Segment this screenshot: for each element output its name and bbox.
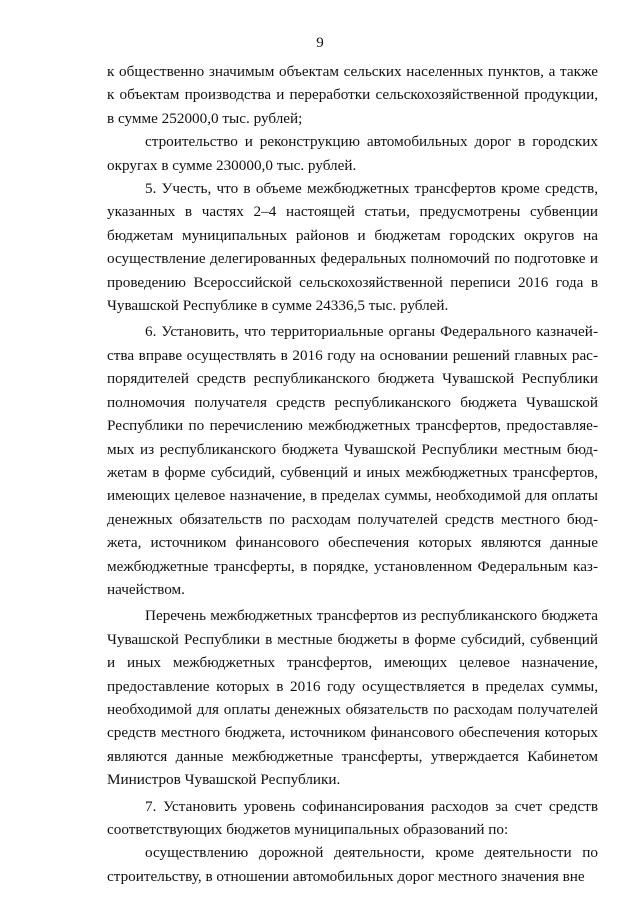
paragraph-road-activity: осуществлению дорожной деятельности, кроме деятельности по строительству, в отношении автомобильных дорог местного значения вне [107,844,598,885]
paragraph-item-5: 5. Учесть, что в объеме межбюджетных трансфертов кроме средств, указанных в частях 2–4 настоящей статьи, предусмотрены субвенции бюджетам муниципальных районов и бюджетам городских округов на осуществление делегированных федеральных полномочий по подготовке и проведению Всероссийской сельскохозяйственной переписи 2016 года в Чувашской Республике в сумме 24336,5 тыс. рублей. [107,180,598,315]
paragraph-roads-construction: строительство и реконструкцию автомобильных дорог в городских округах в сумме 230000,0 тыс. рублей. [107,133,598,174]
page-number: 9 [316,35,324,51]
paragraph-item-6: 6. Установить, что территориальные органы Федерального казначейства вправе осуществлять в 2016 году на основании решений главных распорядителей средств республиканского бюджета Чувашской Республики полномочия получателя средств республиканского бюджета Чувашской Республики по перечислению межбюджетных трансфертов, предоставляемых из республиканского бюджета Чувашской Республики местным бюджетам в форме субсидий, субвенций и иных межбюджетных трансфертов, имеющих целевое назначение, в пределах суммы, необходимой для оплаты денежных обязательств по расходам получателей средств местного бюджета, источником финансового обеспечения которых являются данные межбюджетные трансферты, в порядке, установленном Федеральным казначейством. [107,323,598,598]
paragraph-item-7: 7. Установить уровень софинансирования расходов за счет средств соответствующих бюджетов муниципальных образований по: [107,797,598,838]
paragraph-continuation: к общественно значимым объектам сельских населенных пунктов, а также к объектам производства и переработки сельскохозяйственной продукции, в сумме 252000,0 тыс. рублей; [107,63,598,127]
paragraph-transfers-list: Перечень межбюджетных трансфертов из республиканского бюджета Чувашской Республики в местные бюджеты в форме субсидий, субвенций и иных межбюджетных трансфертов, имеющих целевое назначение, предоставление которых в 2016 году осуществляется в пределах суммы, необходимой для оплаты денежных обязательств по расходам получателей средств местного бюджета, источником финансового обеспечения которых являются данные межбюджетные трансферты, утверждается Кабинетом Министров Чувашской Республики. [107,607,598,789]
document-body [107,60,598,888]
